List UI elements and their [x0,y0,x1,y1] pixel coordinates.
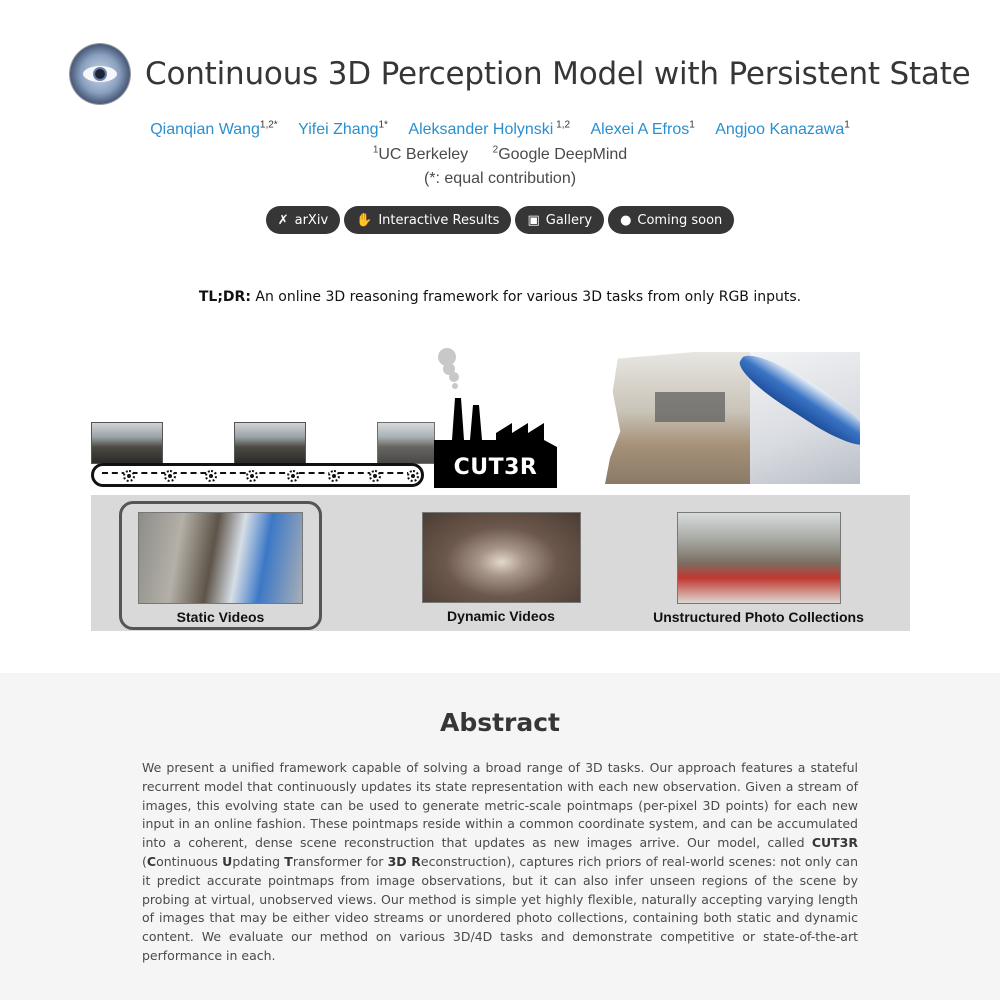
gear-icon [287,470,299,482]
photo-collection-thumbnail [677,512,841,604]
abstract-section [0,673,1000,1000]
page-title: Continuous 3D Perception Model with Persistent State [145,56,971,92]
gear-icon [205,470,217,482]
smoke-puff [452,383,458,389]
author-link[interactable]: Qianqian Wang$^{1,2*}$ [150,120,278,139]
github-icon: ● [620,212,632,228]
factory-icon [434,395,557,488]
code-button[interactable]: ● Coming soon [608,206,734,234]
dynamic-video-thumbnail [422,512,581,603]
factory-label: CUT3R [453,455,538,480]
gear-icon [369,470,381,482]
category-label: Static Videos [176,609,265,625]
conveyor-belt [91,463,424,487]
gear-icon [246,470,258,482]
eye-logo-icon [70,44,130,104]
abstract-title: Abstract [439,708,561,737]
link-buttons [0,206,1000,234]
hand-icon: ✋ [356,212,373,228]
arxiv-icon: ✗ [277,212,289,228]
input-frame-thumbnail [91,422,163,464]
abstract-text: We present a unified framework capable of solving a broad range of 3D tasks. Our approach features a stateful recurrent model that continuously updates its state representation with each new observation. Given a stream of images, this evolving state can be used to generate metric-scale pointmaps (per-pixel 3D points) for each new input in an online fashion. These pointmaps reside within a common coordinate system, and can be accumulated into a coherent, dense scene reconstruction that updates as new images arrive. Our model, called CUT3R (Continuous Updating Transformer for 3D Reconstruction), captures rich priors of real-world scenes: not only can it predict accurate pointmaps from image observations, but it can also infer unseen regions of the scene by probing at virtual, unobserved views. Our method is simple yet highly flexible, naturally accepting varying length of images that may be either video streams or unordered photo collections, containing both static and dynamic content. We evaluate our method on various 3D/4D tasks and demonstrate competitive or state-of-the-art performance in each. [142,760,858,963]
gear-icon [123,470,135,482]
author-link[interactable]: Alexei A Efros$^1$ [590,120,695,139]
affiliation: $^2$Google DeepMind [492,145,628,164]
smoke-puff [449,372,459,382]
category-label: Unstructured Photo Collections [653,609,864,625]
static-video-thumbnail [138,512,303,604]
category-label: Dynamic Videos [447,608,555,624]
interactive-results-button[interactable]: ✋ Interactive Results [344,206,511,234]
gear-icon [164,470,176,482]
input-type-panel [91,495,910,631]
arxiv-button[interactable]: ✗ arXiv [266,206,340,234]
reconstruction-pointcloud [605,352,860,484]
category-static-videos[interactable] [119,501,322,630]
tldr: TL;DR: An online 3D reasoning framework for various 3D tasks from only RGB inputs. [198,289,802,305]
author-link[interactable]: Yifei Zhang$^{1*}$ [298,120,388,139]
category-photo-collections[interactable] [646,512,871,625]
input-frame-thumbnail [234,422,306,464]
equal-contribution-note: (*: equal contribution) [423,170,577,187]
category-dynamic-videos[interactable] [421,512,581,624]
author-link[interactable]: Angjoo Kanazawa$^1$ [715,120,850,139]
title-row [70,44,971,104]
input-frame-thumbnail [377,422,435,464]
gallery-button[interactable]: ▣ Gallery [515,206,604,234]
affiliations [0,145,1000,164]
author-list [0,120,1000,139]
affiliation: $^1$UC Berkeley [372,145,469,164]
author-link[interactable]: Aleksander Holynski $^{1,2}$ [408,120,571,139]
gear-icon [328,470,340,482]
gear-icon [407,470,419,482]
images-icon: ▣ [527,212,540,228]
